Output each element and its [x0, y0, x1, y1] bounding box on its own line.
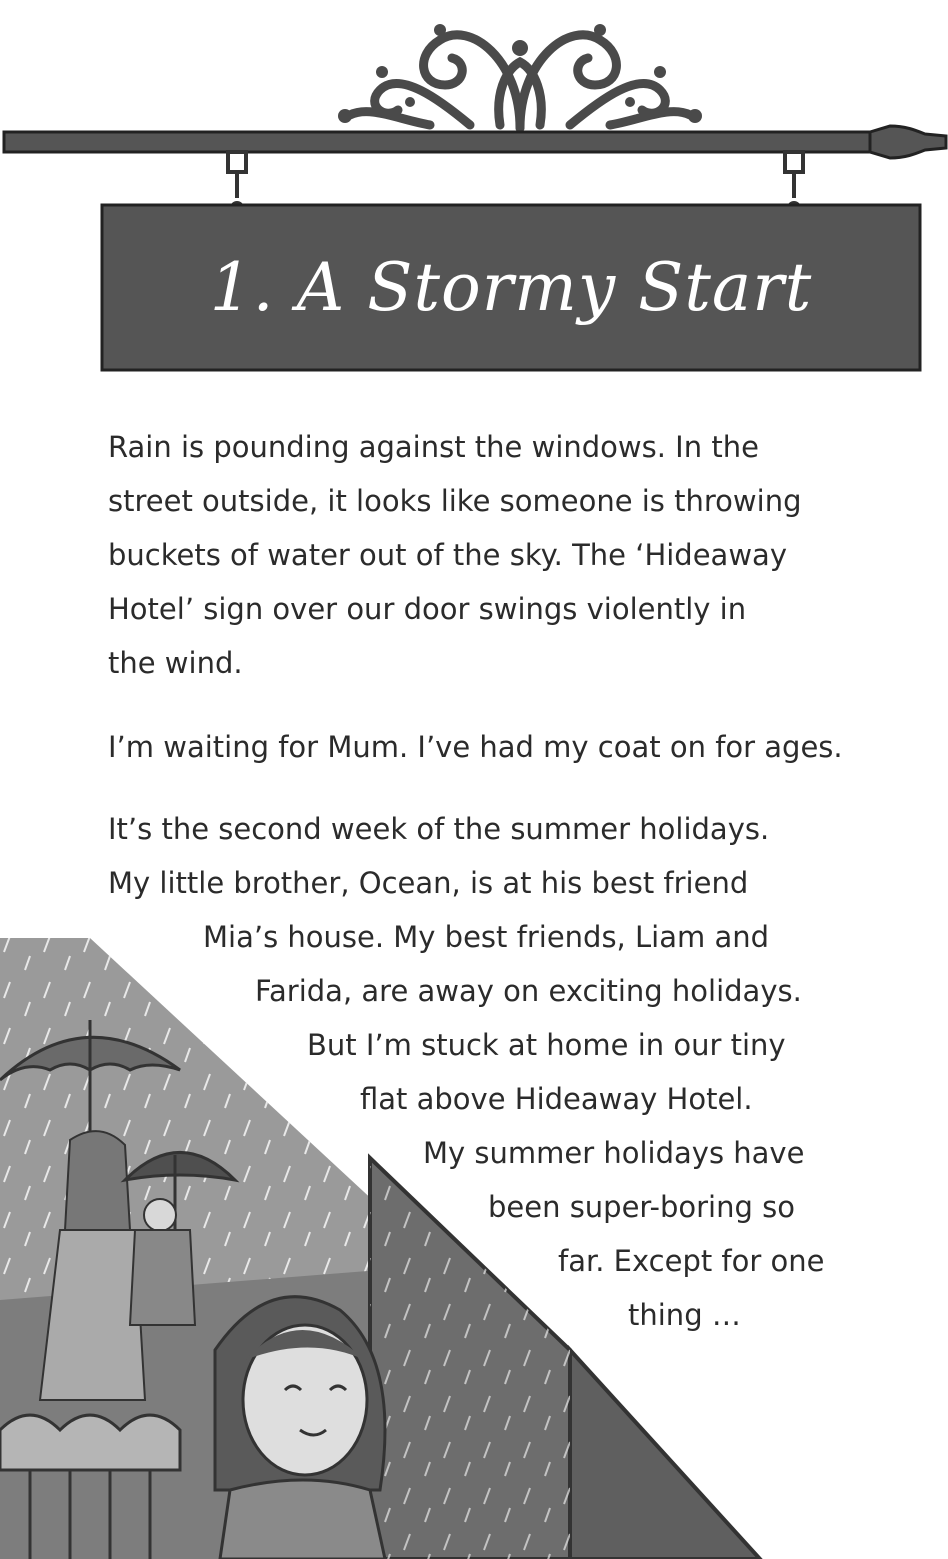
text-line: buckets of water out of the sky. The ‘Hideaway [108, 538, 787, 572]
text-line: thing … [628, 1298, 741, 1332]
text-line: Hotel’ sign over our door swings violently in [108, 592, 747, 626]
chapter-title: 1. A Stormy Start [209, 249, 813, 326]
text-line: far. Except for one [558, 1244, 825, 1278]
text-line: It’s the second week of the summer holidays. [108, 812, 770, 846]
text-line: the wind. [108, 646, 243, 680]
girl-foreground [215, 1297, 385, 1559]
text-line: street outside, it looks like someone is throwing [108, 484, 802, 518]
text-line: Mia’s house. My best friends, Liam and [203, 920, 770, 954]
text-line: been super-boring so [488, 1190, 795, 1224]
text-line: My summer holidays have [423, 1136, 805, 1170]
text-line: But I’m stuck at home in our tiny [307, 1028, 786, 1062]
text-line: flat above Hideaway Hotel. [360, 1082, 753, 1116]
text-line: Rain is pounding against the windows. In the [108, 430, 759, 464]
text-line: My little brother, Ocean, is at his best friend [108, 866, 749, 900]
text-line: I’m waiting for Mum. I’ve had my coat on for ages. [108, 730, 843, 764]
text-line: Farida, are away on exciting holidays. [255, 974, 802, 1008]
